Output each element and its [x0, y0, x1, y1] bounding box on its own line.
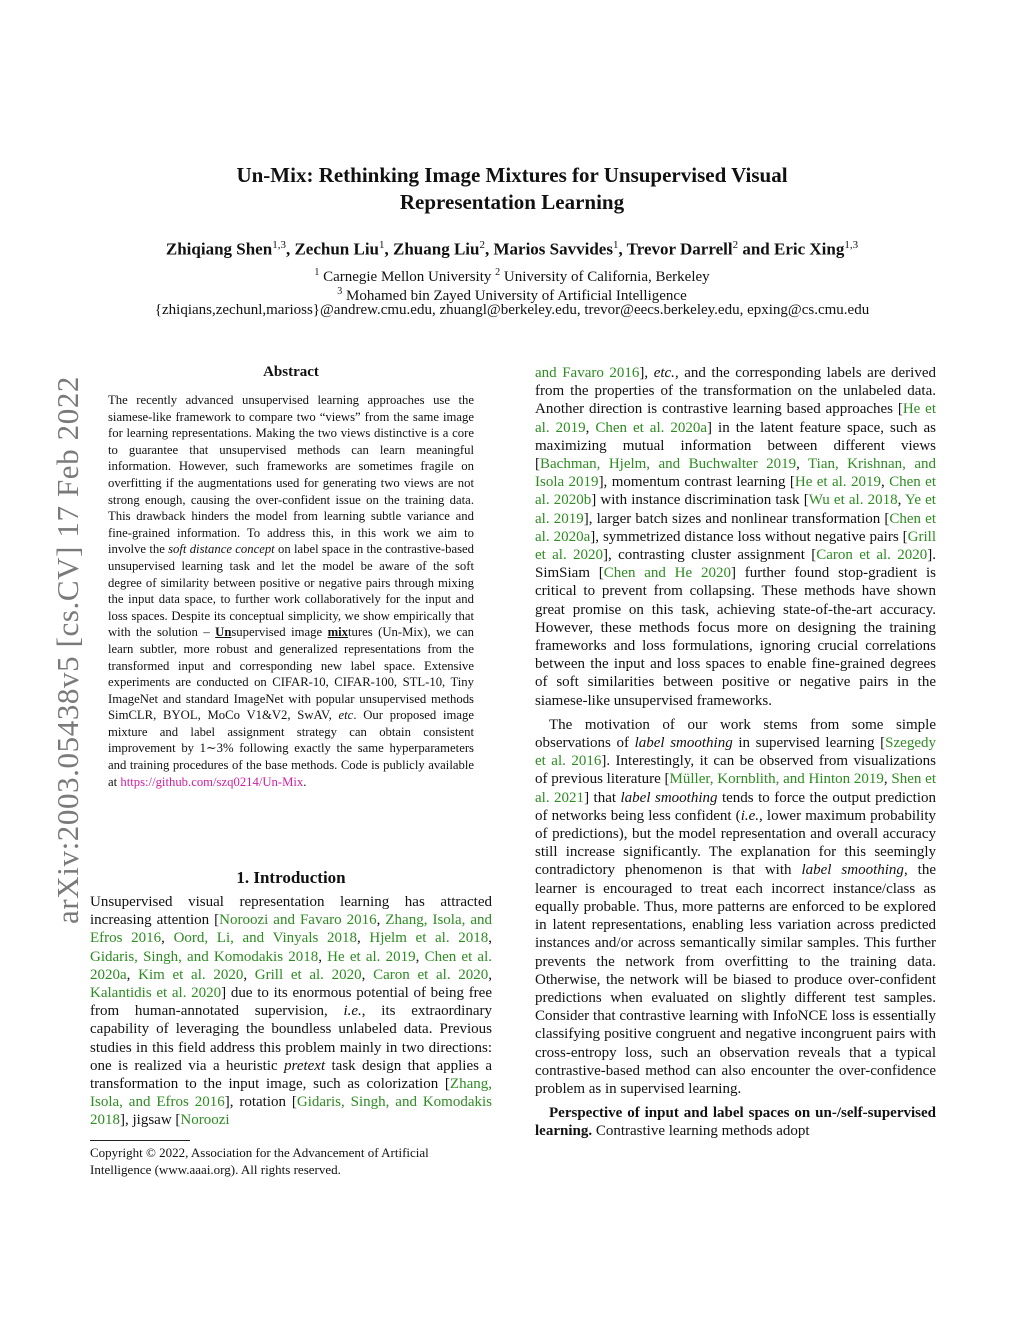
title-line-1: Un-Mix: Rethinking Image Mixtures for Unsupervised Visual [236, 163, 788, 187]
text-run: , [243, 966, 255, 983]
affiliation-mbzuai: Mohamed bin Zayed University of Artificial Intelligence [346, 288, 687, 304]
intro-left-column [90, 893, 492, 1130]
citation-link[interactable]: Kalantidis et al. 2020 [90, 985, 222, 1002]
copyright-footnote: Copyright © 2022, Association for the Advancement of Artificial Intelligence (www.aaai.org). All rights reserved. [90, 1145, 429, 1177]
author-2: Zechun Liu [294, 239, 379, 259]
section-heading-introduction: 1. Introduction [236, 868, 346, 887]
affiliation-cmu: Carnegie Mellon University [323, 269, 492, 285]
author-5-aff: 2 [732, 239, 739, 251]
text-run: , lower maximum probability of predictions), but the model representation and overall accuracy still increase significantly. The explanation for this seemingly contradictory phenomenon is that with [535, 807, 937, 879]
citation-link[interactable]: Shen et al. 2021 [535, 771, 936, 806]
text-run: ] due to its enormous potential of being free from human-annotated supervision, [90, 985, 492, 1020]
citation-link[interactable]: Ye et al. 2019 [535, 492, 936, 527]
author-1-aff: 1,3 [272, 239, 286, 251]
text-run: ], jigsaw [ [120, 1112, 181, 1129]
emphasis-text: pretext [284, 1057, 326, 1074]
text-run: ] further found stop-gradient is critical to prevent from collapsing. These methods have shown great promise on this task, achieving state-of-the-art accuracy. However, these methods focus more on designing the training frameworks and loss formulations, ignoring crucial correlations between the input and loss spaces to enable fine-grained degrees of soft similarities between positive or negative pairs in the siamese-like unsupervised frameworks. [535, 565, 937, 709]
citation-link[interactable]: He et al. 2019 [327, 948, 416, 965]
title-line-2: Representation Learning [399, 190, 625, 214]
text-run: ], symmetrized distance loss without negative pairs [ [590, 528, 908, 545]
citation-link[interactable]: Chen et al. 2020a [595, 419, 708, 436]
abstract-heading: Abstract [263, 364, 319, 380]
emphasis-text: i.e. [343, 1003, 362, 1020]
intro-paragraph-3 [535, 1104, 936, 1140]
text-run: , [488, 930, 492, 947]
text-run: , [488, 966, 493, 983]
emphasis-text: label smoothing [634, 735, 733, 752]
affiliation-berkeley: University of California, Berkeley [503, 269, 710, 285]
code-link[interactable]: https://github.com/szq0214/Un-Mix [120, 774, 304, 789]
citation-link[interactable]: Szegedy et al. 2016 [535, 735, 936, 770]
abstract-body: The recently advanced unsupervised learning approaches use the siamese-like framework to compare two “views” from the same image for learning representations. Making the two views distinctive is a core to guarantee that unsupervised methods can learn meaningful information. However, such frameworks are sometimes fragile on overfitting if the augmentations used for generating two views are not strong enough, causing the over-confident issue on the training data. This drawback hinders the model from learning subtle variance and fine-grained information. To address this, in this work we aim to involve the soft distance concept on label space in the contrastive-based unsupervised learning task and let the model be aware of the soft degree of similarity between positive or negative pairs through mixing the input data space, to further work collaboratively for the input and loss spaces. Despite its conceptual simplicity, we show empirically that with the solution – Unsupervised image mixtures (Un-Mix), we can learn subtler, more robust and generalized representations from the transformed input and corresponding new label space. Extensive experiments are conducted on CIFAR-10, CIFAR-100, STL-10, Tiny ImageNet and standard ImageNet with popular unsupervised methods SimCLR, BYOL, MoCo V1&V2, SwAV, etc. Our proposed image mixture and label assignment strategy can obtain consistent improvement by 1∼3% following exactly the same hyperparameters and training procedures of the base methods. Code is publicly available at https://github.com/szq0214/Un-Mix. [108, 393, 475, 789]
author-1: Zhiqiang Shen [165, 239, 273, 259]
intro-paragraph-1-continued [535, 364, 936, 710]
text-run: , [126, 966, 139, 983]
text-run: The motivation of our work stems from some simple observations of [535, 716, 936, 752]
text-run: ], larger batch sizes and nonlinear transformation [ [583, 510, 890, 527]
author-4: Marios Savvides [493, 239, 613, 259]
text-run: ], contrasting cluster assignment [ [603, 547, 817, 564]
text-run: ], momentum contrast learning [ [598, 474, 795, 491]
author-5: Trevor Darrell [626, 239, 733, 259]
citation-link[interactable]: Hjelm et al. 2018 [369, 930, 489, 947]
text-run: ]. Interestingly, it can be observed from visualizations of previous literature [ [535, 753, 936, 788]
text-run: , [376, 912, 386, 929]
emphasis-text: label smoothing [801, 862, 904, 879]
citation-link[interactable]: Noroozi and Favaro 2016 [219, 912, 377, 929]
citation-link[interactable]: Gidaris, Singh, and Komodakis 2018 [90, 1094, 492, 1129]
text-run: , [585, 419, 596, 436]
text-run: , [897, 492, 905, 509]
citation-link[interactable]: Bachman, Hjelm, and Buchwalter 2019 [540, 456, 797, 473]
arxiv-identifier: arXiv:2003.05438v5 [cs.CV] 17 Feb 2022 [50, 375, 85, 925]
author-2-aff: 1 [379, 239, 385, 251]
text-run: ] that [584, 789, 621, 806]
citation-link[interactable]: Müller, Kornblith, and Hinton 2019 [669, 771, 884, 788]
citation-link[interactable]: Chen and He 2020 [603, 565, 731, 582]
citation-link[interactable]: He et al. 2019 [794, 474, 881, 491]
text-run: , its extraordinary capability of leveraging the boundless unlabeled data. Previous studies in this field address this problem mainly in two directions: one is realized via a heuristic [90, 1003, 492, 1074]
author-3: Zhuang Liu [393, 239, 480, 259]
citation-link[interactable]: Caron et al. 2020 [816, 547, 928, 564]
author-6-aff: 1,3 [844, 239, 859, 251]
text-run: , [361, 966, 374, 983]
citation-link[interactable]: Caron et al. 2020 [373, 966, 489, 983]
text-run: ]. SimSiam [ [535, 547, 936, 582]
text-run: ], [639, 365, 654, 381]
citation-link[interactable]: Chen et al. 2020a [535, 510, 936, 545]
author-4-aff: 1 [612, 239, 619, 251]
intro-right-column [535, 364, 936, 1141]
citation-link[interactable]: Oord, Li, and Vinyals 2018 [173, 930, 357, 947]
text-run: ] in the latent feature space, such as maximizing mutual information between different views [ [535, 419, 936, 473]
text-run: , [318, 948, 328, 965]
citation-link[interactable]: Noroozi [180, 1112, 230, 1129]
citation-link[interactable]: Gidaris, Singh, and Komodakis 2018 [90, 948, 319, 965]
text-run: ] with instance discrimination task [ [591, 492, 809, 509]
footnote-rule [90, 1140, 190, 1141]
citation-link[interactable]: Grill et al. 2020 [254, 966, 362, 983]
text-run: ], rotation [ [224, 1094, 297, 1111]
citation-link[interactable]: Zhang, Isola, and Efros 2016 [90, 1076, 492, 1111]
citation-link[interactable]: Tian, Krishnan, and Isola 2019 [535, 456, 937, 491]
text-run: tends to force the output prediction of networks being less confident ( [535, 789, 936, 824]
citation-link[interactable]: Zhang, Isola, and Efros 2016 [90, 912, 493, 947]
intro-paragraph-2 [535, 716, 936, 1098]
emphasis-text: i.e. [740, 807, 760, 824]
citation-link[interactable]: Kim et al. 2020 [138, 966, 244, 983]
affiliation-line-2: $^3$ Mohamed bin Zayed University of Artificial Intelligence [337, 286, 687, 304]
text-run: , [161, 930, 174, 947]
author-6: Eric Xing [774, 239, 845, 259]
text-run: , [356, 930, 370, 947]
text-run: , [796, 456, 809, 473]
text-run: , [415, 948, 425, 965]
citation-link[interactable]: Chen et al. 2020a [90, 948, 492, 983]
citation-link[interactable]: Wu et al. 2018 [808, 492, 898, 509]
intro-paragraph-1 [90, 893, 492, 1130]
citation-link[interactable]: Grill et al. 2020 [535, 528, 937, 564]
emphasis-text: etc. [653, 365, 675, 381]
author-3-aff: 2 [479, 239, 485, 251]
citation-link[interactable]: and Favaro 2016 [535, 365, 640, 381]
text-run: in supervised learning [ [732, 735, 886, 752]
citation-link[interactable]: He et al. 2019 [535, 401, 936, 436]
run-in-heading: Perspective of input and label spaces on un-/self-supervised learning. [535, 1105, 936, 1140]
paper-title [110, 162, 914, 216]
text-run: , [880, 474, 890, 491]
text-run: , [883, 771, 892, 788]
text-run: Unsupervised visual representation learning has attracted increasing attention [ [90, 894, 492, 929]
author-list: Zhiqiang Shen$^{1,3}$, Zechun Liu$^1$, Zhuang Liu$^2$, Marios Savvides$^1$, Trevor Darrell$^2$ and Eric Xing$^{1,3}$ [165, 239, 859, 259]
affiliation-line-1: $^1$ Carnegie Mellon University $^2$ University of California, Berkeley [314, 267, 710, 285]
author-emails: {zhiqians,zechunl,marioss}@andrew.cmu.edu, zhuangl@berkeley.edu, trevor@eecs.berkeley.edu, epxing@cs.cmu.edu [154, 302, 870, 318]
emphasis-text: label smoothing [620, 789, 718, 806]
text-run: Contrastive learning methods adopt [592, 1123, 810, 1140]
text-run: , and the corresponding labels are derived from the properties of the transformation on the unlabeled data. Another direction is contrastive learning based approaches [ [535, 365, 937, 418]
text-run: , the learner is encouraged to treat each incorrect instance/class as equally probable. Thus, more patterns are enforced to be explored in latent representations, enabling less variation across predicted instances and/or across semantically similar samples. This further prevents the network from overfitting to the training data. Otherwise, the network will be biased to produce over-confident predictions when evaluated on slightly different test samples. Consider that contrastive learning with InfoNCE loss is essentially classifying positive congruent and negative incongruent pairs with cross-entropy loss, such an observation reveals that a typical contrastive-based method can also encounter the over-confidence problem as in supervised learning. [535, 862, 936, 1097]
citation-link[interactable]: Chen et al. 2020b [535, 474, 936, 509]
text-run: task design that applies a transformation to the input image, such as colorization [ [90, 1057, 493, 1093]
